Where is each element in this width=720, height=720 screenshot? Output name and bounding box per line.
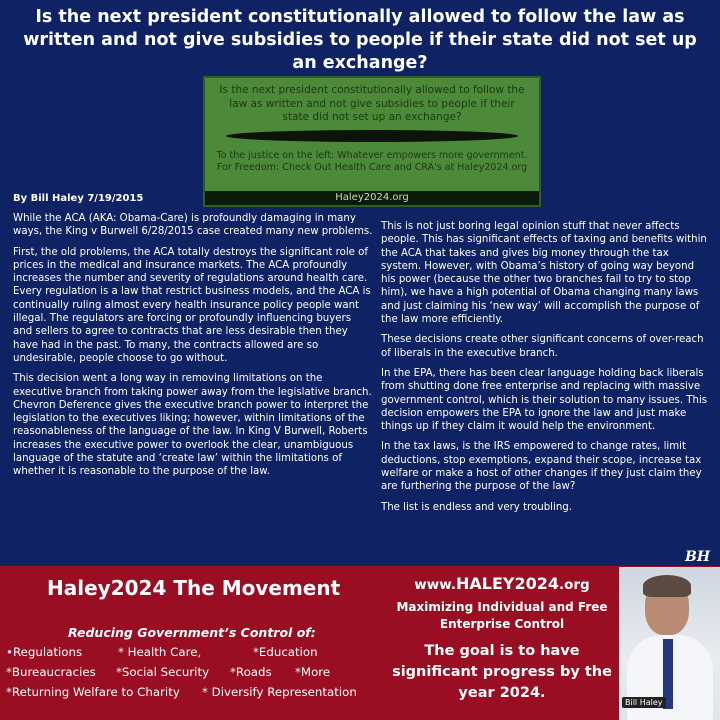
paragraph: First, the old problems, the ACA totally destroys the significant role of prices in the medical and insurance markets. The ACA profoundly increases the number and severity of regulations around health care. Every regulation is a law that restrict business models, and the ACA is continually ruling almost every health insurance policy people want illegal. The regulators are forcing or profoundly influencing buyers and sellers to agree to contracts that are less desirable then they have had in the past. To many, the contracts allowed are so undesirable, people choose to go without. <box>13 246 371 364</box>
website-block <box>386 574 618 704</box>
list-item: * Health Care, <box>118 645 202 659</box>
goal-text: The goal is to have significant progress by the year 2024. <box>392 643 612 701</box>
maximizing-text: Maximizing Individual and Free Enterprise Control <box>396 600 608 631</box>
movement-title: Haley2024 The Movement <box>47 576 341 600</box>
paragraph: These decisions create other significant concerns of over-reach of liberals in the executive branch. <box>381 334 704 359</box>
list-item: *Roads <box>230 665 272 679</box>
thumbnail-image <box>203 76 541 207</box>
paragraph: This is not just boring legal opinion stuff that never affects people. This has significant effects of taxing and benefits within the ACA that takes and gives big money through the tax system. However, with Obama’s history of going way beyond his power (because the other two branches fail to try to stop him), we have a high potential of Obama changing many laws and just claiming his ‘new way’ will accomplish the purpose of the law more efficiently. <box>381 221 707 326</box>
list-item: •Regulations <box>6 645 83 659</box>
author-photo <box>619 567 720 720</box>
thumbnail-caption-2: For Freedom: Check Out Health Care and CRA's at Haley2024.org <box>216 162 528 173</box>
url-main: HALEY2024 <box>455 574 559 593</box>
list-row <box>6 642 386 662</box>
list-item: *Bureaucracies <box>6 665 96 679</box>
right-column <box>381 220 711 521</box>
list-row <box>6 682 386 702</box>
byline: By Bill Haley 7/19/2015 <box>13 193 144 204</box>
reducing-heading: Reducing Government’s Control of: <box>68 625 316 640</box>
left-column <box>13 212 373 486</box>
paragraph: While the ACA (AKA: Obama-Care) is profoundly damaging in many ways, the King v Burwell 6/28/2015 case created many new problems. <box>13 213 373 238</box>
paragraph: In the EPA, there has been clear language holding back liberals from shutting done free enterprise and replacing with massive government control, which is their solution to many issues. This decision empowers the EPA to ignore the law and just make things up if they claim it would help the environment. <box>381 367 708 433</box>
list-item: *More <box>295 665 331 679</box>
list-item: * Diversify Representation <box>202 685 357 699</box>
photo-name-label: Bill Haley <box>622 697 666 708</box>
control-list <box>6 642 386 702</box>
thumbnail-caption-1: To the justice on the left: Whatever empowers more government. <box>216 149 528 161</box>
paragraph: In the tax laws, is the IRS empowered to change rates, limit deductions, stop exemptions, expand their scope, increase tax welfare or make a host of other changes if they just claim they are furthering the purpose of the law? <box>381 441 702 493</box>
thumbnail-question: Is the next president constitutionally allowed to follow the law as written and not give subsidies to people if their state did not set up an exchange? <box>219 84 525 123</box>
thumbnail-divider <box>226 130 518 142</box>
photo-hair <box>643 575 691 597</box>
url-prefix: www. <box>414 577 456 593</box>
list-item: *Education <box>253 645 318 659</box>
paragraph: This decision went a long way in removing limitations on the executive branch from taking power away from the legislative branch. Chevron Deference gives the executive branch power to interpret the legislation to the executives liking; however, within limitations of the reasonableness of the language of the law. In King V Burwell, Roberts increases the executive power to overlook the clear, unambiguous language of the statute and ‘create law’ within the limitations of whether it is reasonable to the purpose of the law. <box>13 373 372 478</box>
list-row <box>6 662 386 682</box>
initials-signature: BH <box>685 549 711 565</box>
list-item: *Social Security <box>116 665 210 679</box>
list-item: *Returning Welfare to Charity <box>6 685 180 699</box>
thumbnail-site: Haley2024.org <box>205 191 539 205</box>
url-suffix: .org <box>558 577 590 593</box>
paragraph: The list is endless and very troubling. <box>381 501 573 513</box>
headline: Is the next president constitutionally allowed to follow the law as written and not give subsidies to people if their state did not set up an exchange? <box>23 7 697 73</box>
website-url[interactable] <box>386 574 618 593</box>
